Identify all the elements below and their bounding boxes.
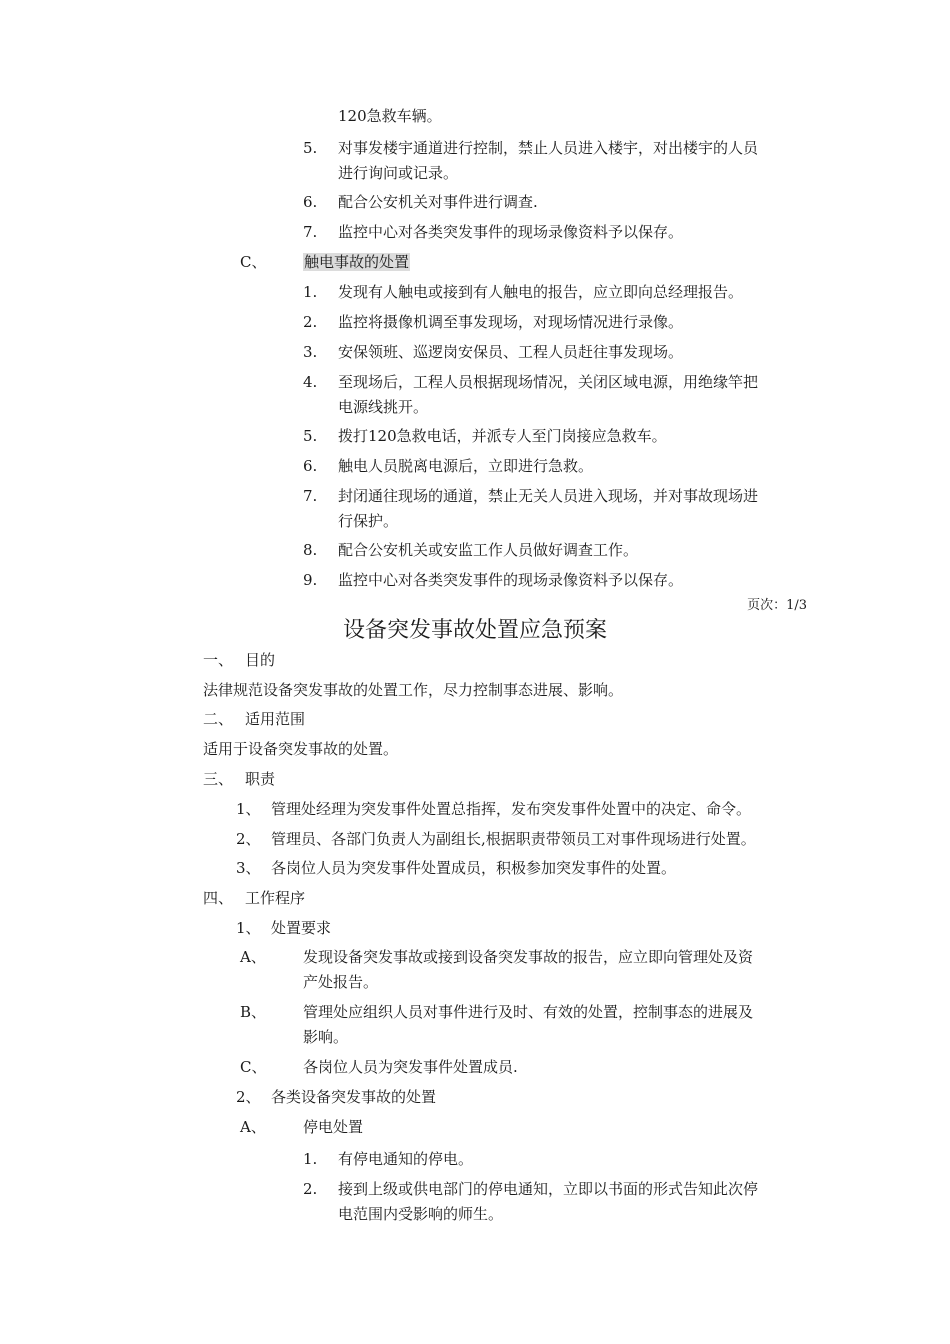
item-text: 配合公安机关对事件进行调查.	[338, 193, 538, 211]
item-number: 1、	[236, 800, 261, 818]
item-number: 5.	[303, 139, 318, 157]
page-number: 页次：1/3	[747, 598, 807, 613]
item-text: 对事发楼宇通道进行控制，禁止人员进入楼宇，对出楼宇的人员	[338, 139, 759, 157]
item-text: 管理员、各部门负责人为副组长,根据职责带领员工对事件现场进行处置。	[271, 830, 756, 848]
item-text: 各岗位人员为突发事件处置成员，积极参加突发事件的处置。	[271, 859, 677, 877]
item-number: 2、	[236, 830, 261, 848]
item-marker: C、	[240, 1058, 267, 1076]
item-marker: B、	[240, 1003, 267, 1021]
item-text: 发现设备突发事故或接到设备突发事故的报告，应立即向管理处及资	[303, 948, 754, 966]
section-heading	[303, 252, 410, 272]
item-text: 触电人员脱离电源后，立即进行急救。	[338, 457, 594, 475]
item-text: 封闭通往现场的通道，禁止无关人员进入现场，并对事故现场进	[338, 487, 759, 505]
item-number: 7.	[303, 487, 318, 505]
subsection-number: 2、	[236, 1088, 261, 1106]
item-number: 7.	[303, 223, 318, 241]
item-text: 发现有人触电或接到有人触电的报告，应立即向总经理报告。	[338, 283, 744, 301]
item-text: 进行询问或记录。	[338, 164, 459, 182]
item-number: 3、	[236, 859, 261, 877]
item-text: 电范围内受影响的师生。	[338, 1205, 504, 1223]
item-number: 6.	[303, 193, 318, 211]
item-text: 安保领班、巡逻岗安保员、工程人员赶往事发现场。	[338, 343, 684, 361]
continued-line: 120急救车辆。	[338, 107, 442, 125]
item-text: 配合公安机关或安监工作人员做好调查工作。	[338, 541, 639, 559]
item-text: 拨打120急救电话，并派专人至门岗接应急救车。	[338, 427, 667, 445]
paragraph: 法律规范设备突发事故的处置工作，尽力控制事态进展、影响。	[203, 681, 624, 699]
item-number: 5.	[303, 427, 318, 445]
section-marker: 一、	[203, 651, 234, 669]
item-text: 监控中心对各类突发事件的现场录像资料予以保存。	[338, 571, 684, 589]
item-number: 3.	[303, 343, 318, 361]
item-marker: A、	[240, 948, 266, 966]
item-number: 4.	[303, 373, 318, 391]
item-text: 监控中心对各类突发事件的现场录像资料予以保存。	[338, 223, 684, 241]
section-heading: 目的	[245, 651, 276, 669]
item-text: 接到上级或供电部门的停电通知，立即以书面的形式告知此次停	[338, 1180, 759, 1198]
item-number: 6.	[303, 457, 318, 475]
item-marker: A、	[240, 1118, 266, 1136]
item-number: 1.	[303, 283, 318, 301]
section-heading: 工作程序	[245, 889, 306, 907]
item-text: 电源线挑开。	[338, 398, 429, 416]
item-number: 9.	[303, 571, 318, 589]
item-text: 有停电通知的停电。	[338, 1150, 474, 1168]
item-number: 1.	[303, 1150, 318, 1168]
section-marker: C、	[240, 253, 267, 271]
subsection-heading: 各类设备突发事故的处置	[271, 1088, 437, 1106]
item-number: 8.	[303, 541, 318, 559]
subsection-number: 1、	[236, 919, 261, 937]
section-heading: 职责	[245, 770, 276, 788]
section-heading: 适用范围	[245, 710, 306, 728]
item-text: 管理处应组织人员对事件进行及时、有效的处置，控制事态的进展及	[303, 1003, 754, 1021]
subsection-heading: 处置要求	[271, 919, 332, 937]
item-text: 管理处经理为突发事件处置总指挥，发布突发事件处置中的决定、命令。	[271, 800, 752, 818]
item-text: 行保护。	[338, 512, 399, 530]
item-number: 2.	[303, 313, 318, 331]
item-text: 产处报告。	[303, 973, 379, 991]
document-title: 设备突发事故处置应急预案	[342, 618, 607, 643]
item-number: 2.	[303, 1180, 318, 1198]
paragraph: 适用于设备突发事故的处置。	[203, 740, 399, 758]
section-marker: 三、	[203, 770, 234, 788]
item-heading: 停电处置	[303, 1118, 364, 1136]
item-text: 各岗位人员为突发事件处置成员.	[303, 1058, 518, 1076]
section-marker: 四、	[203, 889, 234, 907]
item-text: 影响。	[303, 1028, 349, 1046]
item-text: 至现场后，工程人员根据现场情况，关闭区域电源，用绝缘竿把	[338, 373, 759, 391]
section-marker: 二、	[203, 710, 234, 728]
item-text: 监控将摄像机调至事发现场，对现场情况进行录像。	[338, 313, 684, 331]
highlighted-heading: 触电事故的处置	[304, 253, 410, 271]
